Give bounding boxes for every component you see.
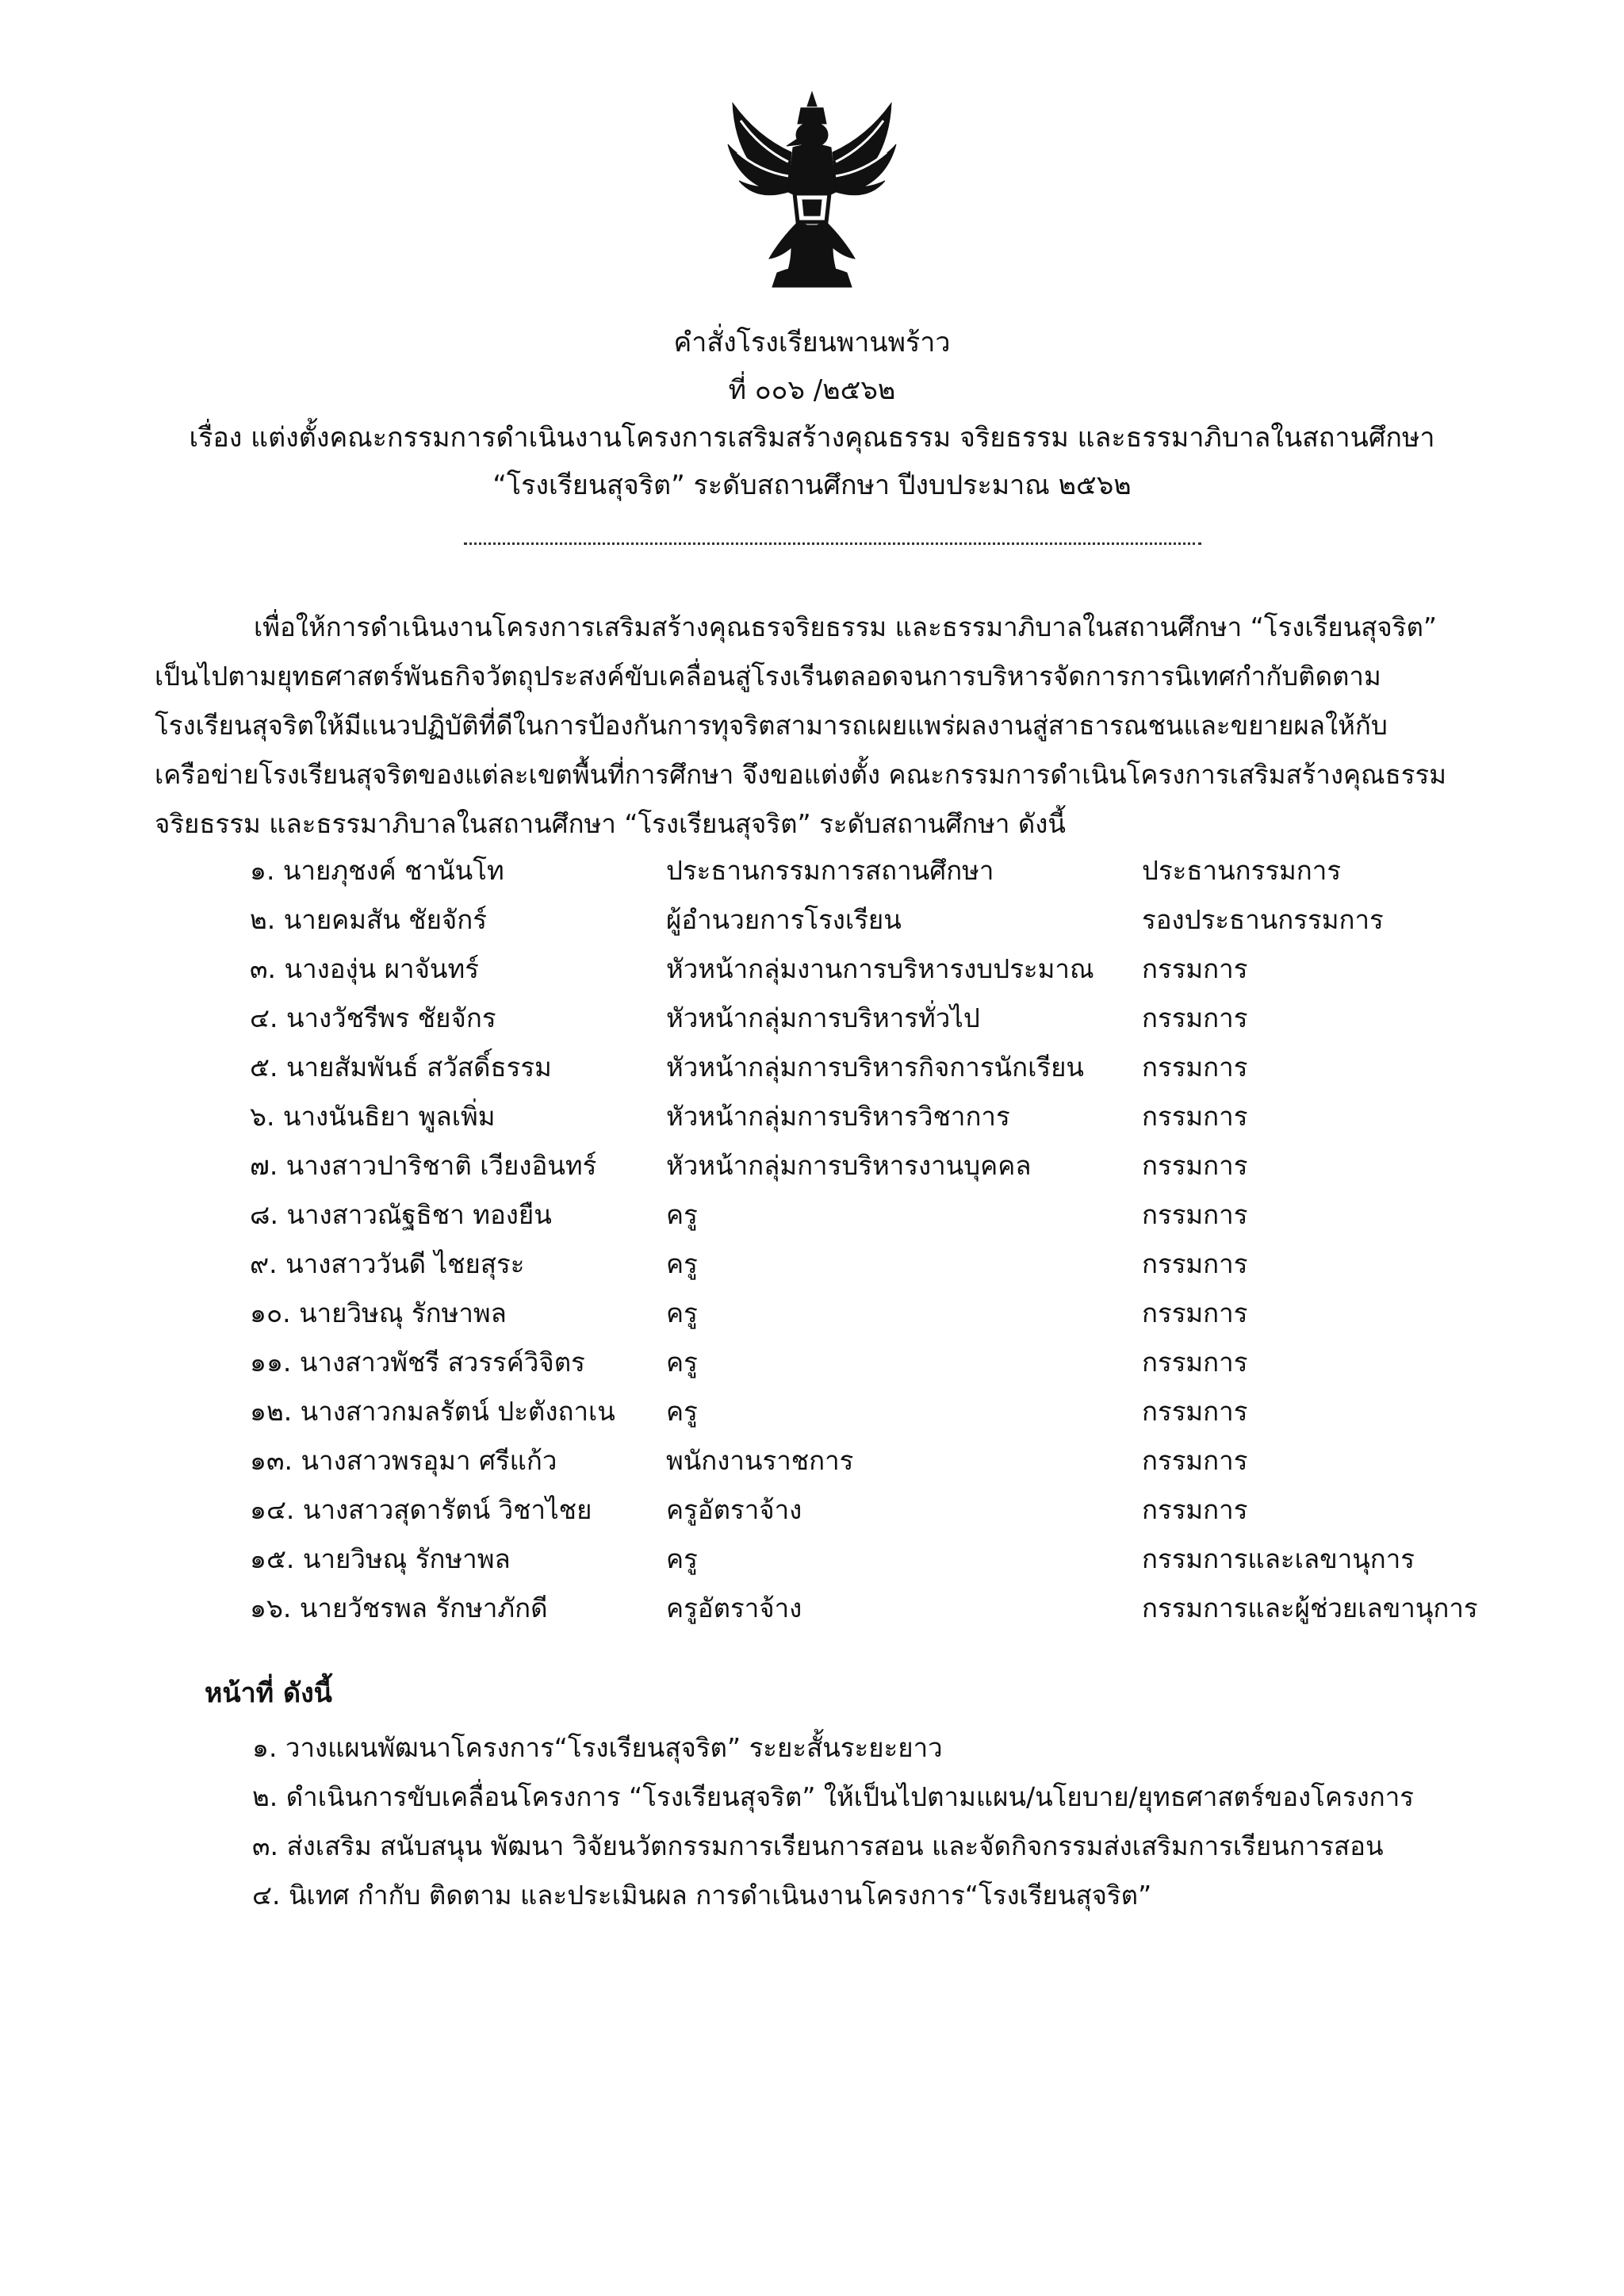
duty-item: ๓. ส่งเสริม สนับสนุน พัฒนา วิจัยนวัตกรรมการเรียนการสอน และจัดกิจกรรมส่งเสริมการเรียนการสอน (252, 1830, 1384, 1861)
committee-row (0, 1585, 1624, 1632)
member-role: กรรมการและผู้ช่วยเลขานุการ (1142, 1593, 1478, 1623)
member-name: ๔. นางวัชรีพร ชัยจักร (250, 1002, 496, 1033)
committee-row (0, 1142, 1624, 1190)
duty-item: ๒. ดำเนินการขับเคลื่อนโครงการ “โรงเรียนสุจริต” ให้เป็นไปตามแผน/นโยบาย/ยุทธศาสตร์ของโครงการ (252, 1781, 1415, 1812)
intro-paragraph (155, 603, 1479, 849)
member-role: กรรมการ (1142, 1445, 1248, 1476)
member-position: หัวหน้ากลุ่มงานการบริหารงบประมาณ (666, 953, 1094, 984)
member-position: ครู (666, 1347, 698, 1378)
member-name: ๙. นางสาววันดี ไชยสุระ (250, 1248, 525, 1279)
committee-row (0, 1240, 1624, 1288)
member-name: ๓. นางองุ่น ผาจันทร์ (250, 953, 479, 984)
member-position: ครูอัตราจ้าง (666, 1593, 802, 1623)
member-role: กรรมการ (1142, 1494, 1248, 1525)
member-name: ๖. นางนันธิยา พูลเพิ่ม (250, 1101, 496, 1132)
member-name: ๑๕. นายวิษณุ รักษาพล (250, 1543, 511, 1574)
order-heading: คำสั่งโรงเรียนพานพร้าว (673, 327, 951, 358)
member-role: กรรมการ (1142, 1347, 1248, 1378)
dotted-divider (464, 542, 1201, 545)
committee-row (0, 945, 1624, 993)
committee-row (0, 847, 1624, 895)
garuda-emblem-icon (725, 89, 899, 295)
duty-item: ๑. วางแผนพัฒนาโครงการ“โรงเรียนสุจริต” ระยะสั้นระยะยาว (252, 1732, 943, 1763)
member-position: หัวหน้ากลุ่มการบริหารกิจการนักเรียน (666, 1052, 1084, 1083)
committee-row (0, 1339, 1624, 1386)
member-role: กรรมการ (1142, 1248, 1248, 1279)
member-name: ๑. นายภุชงค์ ชานันโท (250, 855, 504, 886)
member-position: ครู (666, 1199, 698, 1230)
member-role: กรรมการ (1142, 1396, 1248, 1427)
member-position: ครูอัตราจ้าง (666, 1494, 802, 1525)
member-position: ครู (666, 1396, 698, 1427)
member-name: ๑๓. นางสาวพรอุมา ศรีแก้ว (250, 1445, 557, 1476)
member-name: ๑๒. นางสาวกมลรัตน์ ปะตังถาเน (250, 1396, 615, 1427)
committee-row (0, 896, 1624, 944)
paragraph-line: เครือข่ายโรงเรียนสุจริตของแต่ละเขตพื้นที่การศึกษา จึงขอแต่งตั้ง คณะกรรมการดำเนินโครงการเสริมสร้างคุณธรรม (155, 759, 1447, 790)
duties-heading: หน้าที่ ดังนี้ (205, 1677, 332, 1709)
member-name: ๗. นางสาวปาริชาติ เวียงอินทร์ (250, 1150, 597, 1181)
committee-row (0, 1388, 1624, 1435)
subject-line-2: “โรงเรียนสุจริต” ระดับสถานศึกษา ปีงบประมาณ ๒๕๖๒ (492, 470, 1132, 501)
member-role: รองประธานกรรมการ (1142, 904, 1384, 935)
member-position: ประธานกรรมการสถานศึกษา (666, 855, 994, 886)
paragraph-line: จริยธรรม และธรรมาภิบาลในสถานศึกษา “โรงเรียนสุจริต” ระดับสถานศึกษา ดังนี้ (155, 808, 1066, 839)
committee-row (0, 1486, 1624, 1534)
member-name: ๑๔. นางสาวสุดารัตน์ วิชาไชย (250, 1494, 592, 1525)
member-role: กรรมการ (1142, 1297, 1248, 1328)
member-name: ๑๐. นายวิษณุ รักษาพล (250, 1297, 507, 1328)
member-position: พนักงานราชการ (666, 1445, 854, 1476)
member-position: ครู (666, 1297, 698, 1328)
member-role: กรรมการ (1142, 1002, 1248, 1033)
committee-row (0, 995, 1624, 1042)
member-position: หัวหน้ากลุ่มการบริหารงานบุคคล (666, 1150, 1032, 1181)
paragraph-line: เป็นไปตามยุทธศาสตร์พันธกิจวัตถุประสงค์ขับเคลื่อนสู่โรงเรีนตลอดจนการบริหารจัดการการนิเทศกำกับติดตาม (155, 661, 1381, 692)
member-role: กรรมการ (1142, 1101, 1248, 1132)
committee-row (0, 1437, 1624, 1485)
member-position: หัวหน้ากลุ่มการบริหารทั่วไป (666, 1002, 980, 1033)
paragraph-line: เพื่อให้การดำเนินงานโครงการเสริมสร้างคุณธรจริยธรรม และธรรมาภิบาลในสถานศึกษา “โรงเรียนสุจริต” (254, 611, 1437, 642)
duty-item: ๔. นิเทศ กำกับ ติดตาม และประเมินผล การดำเนินงานโครงการ“โรงเรียนสุจริต” (252, 1880, 1152, 1911)
member-position: หัวหน้ากลุ่มการบริหารวิชาการ (666, 1101, 1010, 1132)
committee-row (0, 1093, 1624, 1140)
member-position: ครู (666, 1543, 698, 1574)
member-position: ผู้อำนวยการโรงเรียน (666, 904, 902, 935)
member-position: ครู (666, 1248, 698, 1279)
committee-row (0, 1044, 1624, 1091)
member-role: กรรมการ (1142, 1052, 1248, 1083)
member-role: กรรมการ (1142, 953, 1248, 984)
member-name: ๑๖. นายวัชรพล รักษาภักดี (250, 1593, 548, 1623)
member-name: ๒. นายคมสัน ชัยจักร์ (250, 904, 487, 935)
subject-line-1: เรื่อง แต่งตั้งคณะกรรมการดำเนินงานโครงการเสริมสร้างคุณธรรม จริยธรรม และธรรมาภิบาลในสถานศึกษา (189, 422, 1435, 454)
member-role: ประธานกรรมการ (1142, 855, 1342, 886)
member-name: ๑๑. นางสาวพัชรี สวรรค์วิจิตร (250, 1347, 585, 1378)
member-role: กรรมการ (1142, 1150, 1248, 1181)
paragraph-line: โรงเรียนสุจริตให้มีแนวปฏิบัติที่ดีในการป้องกันการทุจริตสามารถเผยแพร่ผลงานสู่สาธารณชนและขยายผลให้กับ (155, 710, 1388, 741)
member-role: กรรมการและเลขานุการ (1142, 1543, 1415, 1574)
committee-row (0, 1535, 1624, 1583)
order-number: ที่ ๐๐๖ /๒๕๖๒ (728, 374, 896, 406)
member-role: กรรมการ (1142, 1199, 1248, 1230)
member-name: ๘. นางสาวณัฐธิชา ทองยืน (250, 1199, 552, 1230)
committee-row (0, 1290, 1624, 1337)
member-name: ๕. นายสัมพันธ์ สวัสดิ์ธรรม (250, 1052, 552, 1083)
committee-row (0, 1191, 1624, 1239)
